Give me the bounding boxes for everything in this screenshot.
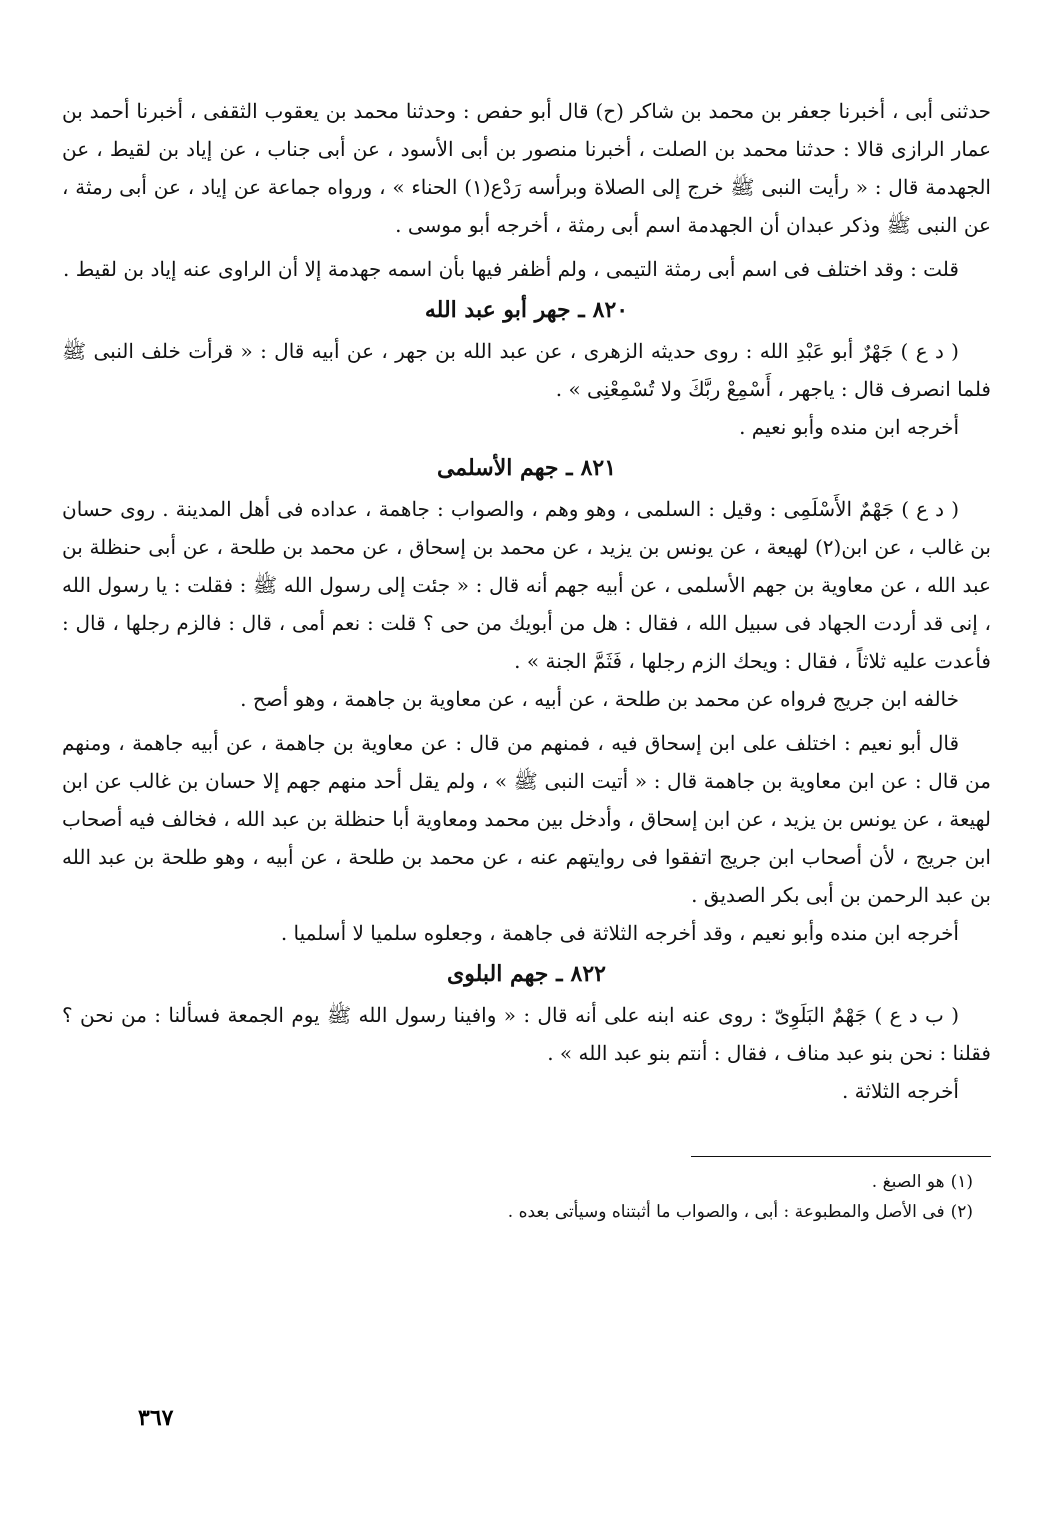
entry-heading (62, 288, 991, 332)
footnote (62, 1167, 991, 1197)
footnote-text: فى الأصل والمطبوعة : أبى ، والصواب ما أثبتناه وسيأتى بعده . (507, 1202, 945, 1222)
paragraph: قال أبو نعيم : اختلف على ابن إسحاق فيه ، فمنهم من قال : عن معاوية بن جاهمة ، عن أبيه جاهمة ، ومنهم من قال : عن ابن معاوية بن جاهمة قال : « أتيت النبى ﷺ » ، ولم يقل أحد منهم جهم إلا حسان بن غالب عن ابن لهيعة ، عن يونس بن يزيد ، عن ابن إسحاق ، وأدخل بين محمد ومعاوية أبا حنظلة بن عبد الله ، فخالف فيه أصحاب ابن جريج ، لأن أصحاب ابن جريج اتفقوا فى روايتهم عنه ، عن محمد بن طلحة ، عن أبيه ، وهو طلحة بن عبد الله بن عبد الرحمن بن أبى بكر الصديق . (62, 731, 991, 907)
entry-title: جهم البلوى (447, 961, 549, 987)
paragraph: قلت : وقد اختلف فى اسم أبى رمثة التيمى ، ولم أظفر فيها بأن اسمه جهدمة إلا أن الراوى عنه إياد بن لقيط . (63, 257, 959, 281)
footnote-divider (691, 1156, 991, 1157)
paragraph: ( د ع ) جَهْمٌ الأَسْلَمِى : وقيل : السلمى ، وهو وهم ، والصواب : جاهمة ، عداده فى أهل المدينة . روى حسان بن غالب ، عن ابن(٢) لهيعة ، عن يونس بن يزيد ، عن محمد بن إسحاق ، عن محمد بن طلحة ، عن أبى حنظلة بن عبد الله ، عن معاوية بن جهم الأسلمى ، عن أبيه جهم أنه قال : « جئت إلى رسول الله ﷺ : فقلت : يا رسول الله ، إنى قد أردت الجهاد فى سبيل الله ، فقال : هل من أبويك من حى ؟ قلت : نعم أمى ، قال : فالزم رجلها ، قال : فأعدت عليه ثلاثاً ، فقال : ويحك الزم رجلها ، فَثَمَّ الجنة » . (62, 497, 991, 673)
paragraph: ( ب د ع ) جَهْمٌ البَلَوِىّ : روى عنه ابنه على أنه قال : « وافينا رسول الله ﷺ يوم الجمعة فسألنا : من نحن ؟ فقلنا : نحن بنو عبد مناف ، فقال : أنتم بنو عبد الله » . (62, 1003, 991, 1065)
entry-number: ٨٢٠ (592, 297, 629, 323)
paragraph: أخرجه ابن منده وأبو نعيم ، وقد أخرجه الثلاثة فى جاهمة ، وجعلوه سلميا لا أسلميا . (280, 921, 959, 945)
paragraph: حدثنى أبى ، أخبرنا جعفر بن محمد بن شاكر (ح) قال أبو حفص : وحدثنا محمد بن يعقوب الثقفى ، أخبرنا أحمد بن عمار الرازى قالا : حدثنا محمد بن الصلت ، أخبرنا منصور بن أبى الأسود ، عن أبى جناب ، عن إياد بن لقيط ، عن الجهدمة قال : « رأيت النبى ﷺ خرج إلى الصلاة وبرأسه رَدْع(١) الحناء » ، ورواه جماعة عن إياد ، عن أبى رمثة ، عن النبى ﷺ وذكر عبدان أن الجهدمة اسم أبى رمثة ، أخرجه أبو موسى . (62, 99, 991, 237)
paragraph: خالفه ابن جريج فرواه عن محمد بن طلحة ، عن أبيه ، عن معاوية بن جاهمة ، وهو أصح . (240, 687, 959, 711)
paragraph: أخرجه ابن منده وأبو نعيم . (739, 415, 959, 439)
footnote-number: (١) (950, 1172, 973, 1192)
footnote-text: هو الصبغ . (871, 1172, 945, 1192)
page-number: ٣٦٧ (138, 1405, 174, 1431)
entry-title: جهر أبو عبد الله (424, 297, 571, 323)
footnote (62, 1197, 991, 1227)
entry-heading (62, 446, 991, 490)
entry-number: ٨٢١ (580, 455, 617, 481)
heading-dash: ـ (578, 297, 585, 323)
heading-dash: ـ (556, 961, 563, 987)
footnote-number: (٢) (950, 1202, 973, 1222)
entry-number: ٨٢٢ (570, 961, 606, 987)
entry-heading (62, 952, 991, 996)
entry-title: جهم الأسلمى (436, 455, 559, 481)
heading-dash: ـ (566, 455, 573, 481)
paragraph: أخرجه الثلاثة . (841, 1079, 959, 1103)
paragraph: ( د ع ) جَهْرٌ أبو عَبْدِ الله : روى حديثه الزهرى ، عن عبد الله بن جهر ، عن أبيه قال : « قرأت خلف النبى ﷺ فلما انصرف قال : ياجهر ، أَسْمِعْ ربَّكَ ولا تُسْمِعْنِى » . (62, 339, 991, 401)
